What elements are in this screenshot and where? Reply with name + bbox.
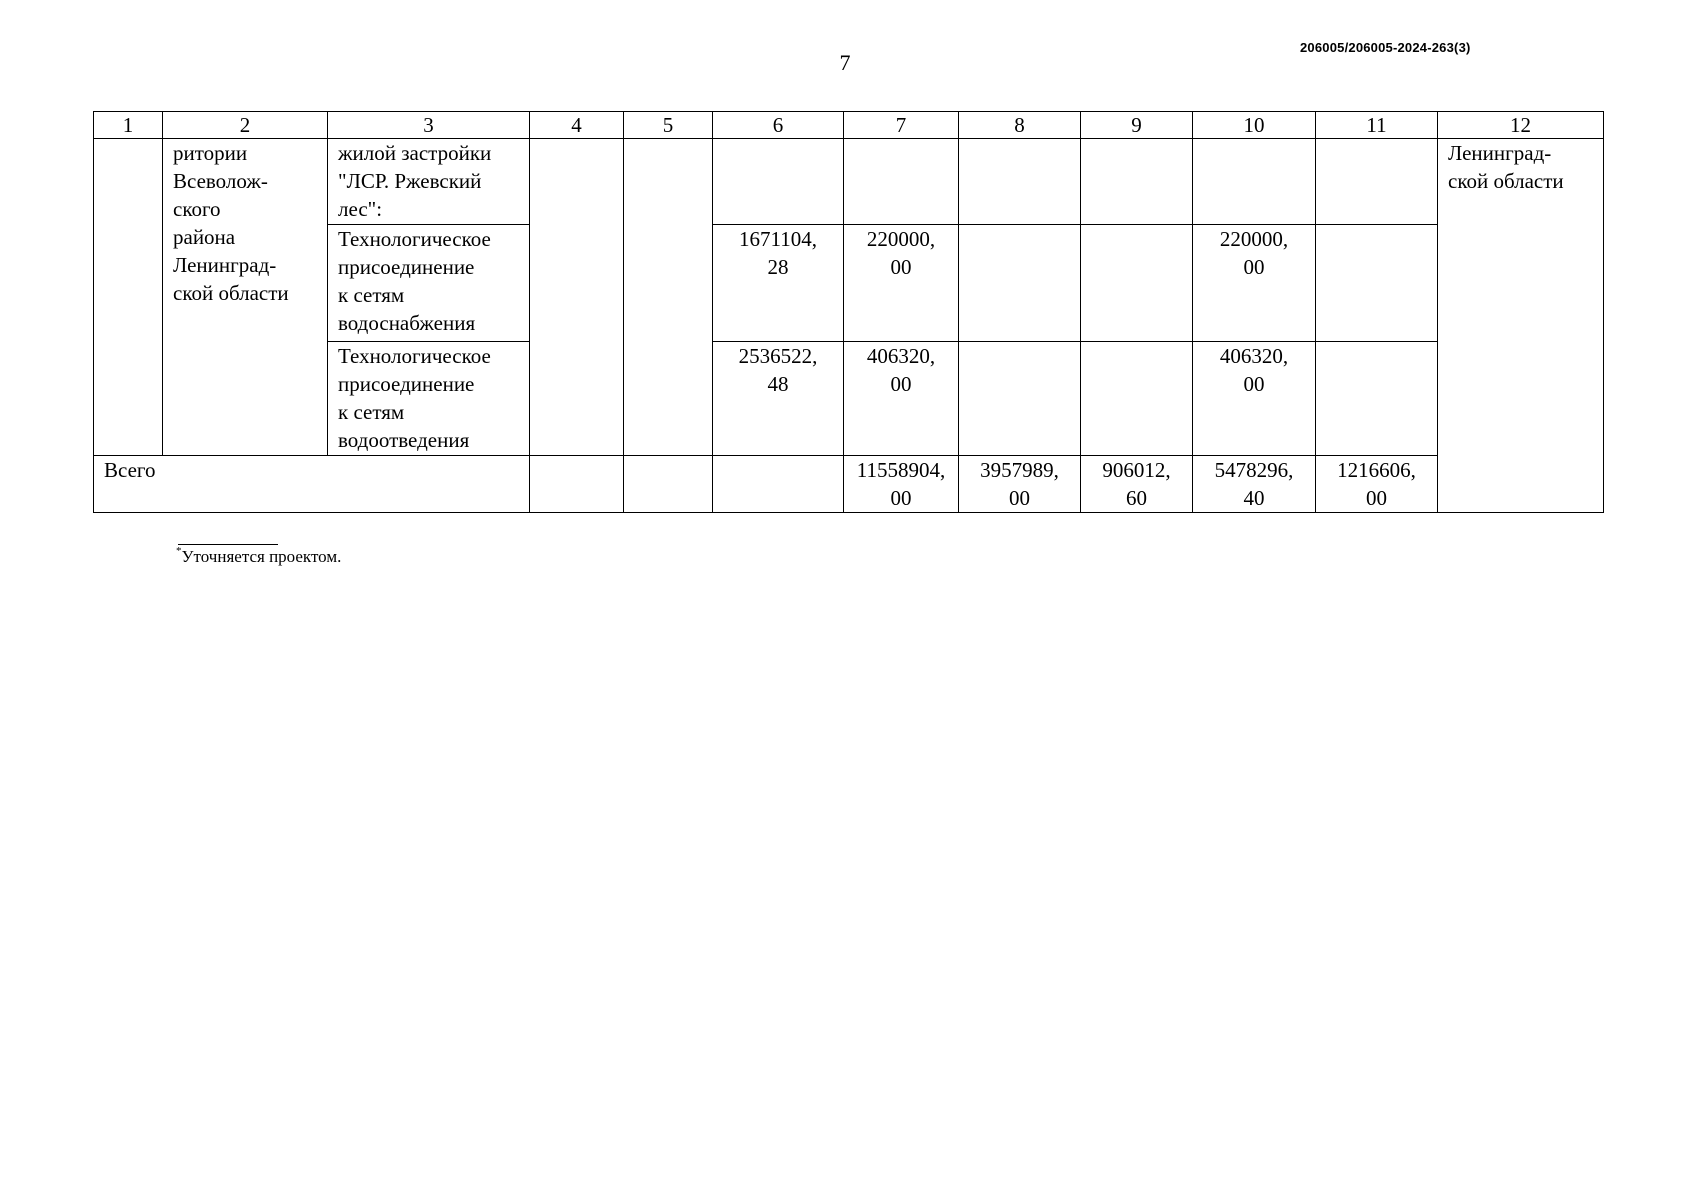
header-cell: 1: [94, 112, 163, 139]
header-cell: 11: [1316, 112, 1438, 139]
value-cell: [959, 139, 1081, 225]
header-cell: 6: [713, 112, 844, 139]
value-cell: [1081, 139, 1193, 225]
value-cell: 406320, 00: [844, 342, 959, 456]
object-cell: Технологическое присоединение к сетям водоотведения: [328, 342, 530, 456]
header-cell: 3: [328, 112, 530, 139]
header-cell: 5: [624, 112, 713, 139]
object-cell: Технологическое присоединение к сетям водоснабжения: [328, 225, 530, 342]
region-cell: Ленинград- ской области: [1438, 139, 1604, 513]
total-row: [94, 456, 1604, 513]
value-cell: 220000, 00: [844, 225, 959, 342]
footnote-mark: *: [176, 545, 182, 557]
total-value: 5478296, 40: [1193, 456, 1316, 513]
value-cell: [1081, 225, 1193, 342]
col4-cell: [530, 139, 624, 456]
page-number: 7: [839, 50, 851, 75]
header-cell: 9: [1081, 112, 1193, 139]
col1-cell: [94, 139, 163, 456]
table-row: [94, 139, 1604, 225]
value-cell: [713, 139, 844, 225]
total-value: 3957989, 00: [959, 456, 1081, 513]
data-table: [93, 111, 1604, 513]
header-cell: 12: [1438, 112, 1604, 139]
header-cell: 7: [844, 112, 959, 139]
total-value: 11558904, 00: [844, 456, 959, 513]
value-cell: 2536522, 48: [713, 342, 844, 456]
col5-cell: [624, 139, 713, 456]
footnote-text: Уточняется проектом.: [181, 547, 342, 566]
value-cell: [713, 456, 844, 513]
value-cell: [1316, 225, 1438, 342]
header-cell: 10: [1193, 112, 1316, 139]
footnote: [176, 547, 341, 567]
value-cell: [1081, 342, 1193, 456]
value-cell: [1316, 342, 1438, 456]
header-cell: 8: [959, 112, 1081, 139]
territory-cell: ритории Всеволож- ского района Ленинград- ской области: [163, 139, 328, 456]
header-row: [94, 112, 1604, 139]
value-cell: [530, 456, 624, 513]
value-cell: [959, 225, 1081, 342]
value-cell: 1671104, 28: [713, 225, 844, 342]
total-label: Всего: [94, 456, 530, 513]
value-cell: [959, 342, 1081, 456]
value-cell: [844, 139, 959, 225]
value-cell: [624, 456, 713, 513]
header-cell: 4: [530, 112, 624, 139]
header-cell: 2: [163, 112, 328, 139]
object-cell: жилой застройки "ЛСР. Ржевский лес":: [328, 139, 530, 225]
value-cell: [1193, 139, 1316, 225]
value-cell: 406320, 00: [1193, 342, 1316, 456]
value-cell: 220000, 00: [1193, 225, 1316, 342]
total-value: 906012, 60: [1081, 456, 1193, 513]
footnote-divider: [178, 544, 278, 545]
total-value: 1216606, 00: [1316, 456, 1438, 513]
document-id: 206005/206005-2024-263(3): [1300, 40, 1471, 55]
value-cell: [1316, 139, 1438, 225]
